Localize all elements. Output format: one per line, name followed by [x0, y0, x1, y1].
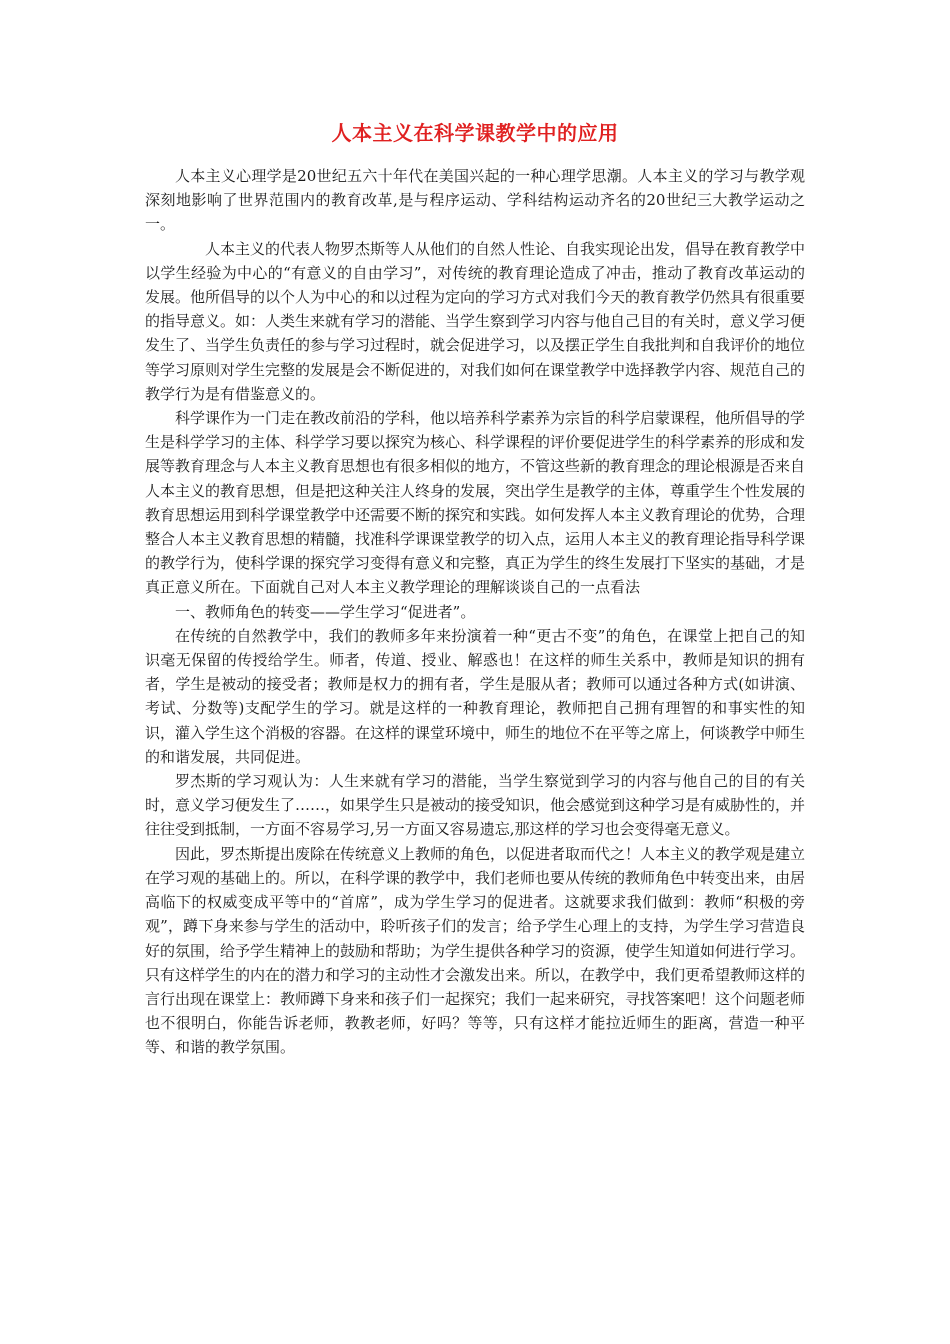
document-page: [145, 118, 805, 1060]
section-heading-teacher-role: 一、教师角色的转变——学生学习“促进者”。: [175, 602, 476, 621]
paragraph-facilitator: 因此，罗杰斯提出废除在传统意义上教师的角色，以促进者取而代之！人本主义的教学观是建立在学习观的基础上的。所以，在科学课的教学中，我们老师也要从传统的教师角色中转变出来，由居高临下的权威变成平等中的“首席”，成为学生学习的促进者。这就要求我们做到：教师“积极的旁观”，蹲下身来参与学生的活动中，聆听孩子们的发言；给予学生心理上的支持，为学生学习营造良好的氛围，给予学生精神上的鼓励和帮助；为学生提供各种学习的资源，使学生知道如何进行学习。只有这样学生的内在的潜力和学习的主动性才会激发出来。所以，在教学中，我们更希望教师这样的言行出现在课堂上：教师蹲下身来和孩子们一起探究；我们一起来研究，寻找答案吧！这个问题老师也不很明白，你能告诉老师，教教老师，好吗？等等，只有这样才能拉近师生的距离，营造一种平等、和谐的教学氛围。: [145, 844, 806, 1057]
paragraph-science-course: 科学课作为一门走在教改前沿的学科，他以培养科学素养为宗旨的科学启蒙课程，他所倡导的学生是科学学习的主体、科学学习要以探究为核心、科学课程的评价要促进学生的科学素养的形成和发展等教育理念与人本主义教育思想也有很多相似的地方，不管这些新的教育理念的理论根源是否来自人本主义的教育思想，但是把这种关注人终身的发展，突出学生是教学的主体，尊重学生个性发展的教育思想运用到科学课堂教学中还需要不断的探究和实践。如何发挥人本主义教育理论的优势，合理整合人本主义教育思想的精髓，找准科学课课堂教学的切入点，运用人本主义的教育理论指导科学课的教学行为，使科学课的探究学习变得有意义和完整，真正为学生的终生发展打下坚实的基础，才是真正意义所在。下面就自己对人本主义教学理论的理解谈谈自己的一点看法: [145, 409, 806, 597]
paragraph-rogers-theory: 人本主义的代表人物罗杰斯等人从他们的自然人性论、自我实现论出发，倡导在教育教学中以学生经验为中心的“有意义的自由学习”，对传统的教育理论造成了冲击，推动了教育改革运动的发展。他所倡导的以个人为中心的和以过程为定向的学习方式对我们今天的教育教学仍然具有很重要的指导意义。如：人类生来就有学习的潜能、当学生察到学习内容与他自己目的有关时，意义学习便发生了、当学生负责任的参与学习过程时，就会促进学习，以及摆正学生自我批判和自我评价的地位等学习原则对学生完整的发展是会不断促进的，对我们如何在课堂教学中选择教学内容、规范自己的教学行为是有借鉴意义的。: [145, 239, 806, 403]
paragraph-intro: 人本主义心理学是20世纪五六十年代在美国兴起的一种心理学思潮。人本主义的学习与教学观深刻地影响了世界范围内的教育改革,是与程序运动、学科结构运动齐名的20世纪三大教学运动之一。: [145, 167, 805, 234]
paragraph-traditional-teaching: 在传统的自然教学中，我们的教师多年来扮演着一种“更古不变”的角色，在课堂上把自己的知识毫无保留的传授给学生。师者，传道、授业、解惑也！在这样的师生关系中，教师是知识的拥有者，学生是被动的接受者；教师是权力的拥有者，学生是服从者；教师可以通过各种方式(如讲演、考试、分数等)支配学生的学习。就是这样的一种教育理论，教师把自己拥有理智的和事实性的知识，灌入学生这个消极的容器。在这样的课堂环境中，师生的地位不在平等之席上，何谈教学中师生的和谐发展，共同促进。: [145, 626, 806, 766]
document-title: 人本主义在科学课教学中的应用: [331, 121, 619, 145]
paragraph-rogers-learning-view: 罗杰斯的学习观认为：人生来就有学习的潜能，当学生察觉到学习的内容与他自己的目的有关时，意义学习便发生了……，如果学生只是被动的接受知识，他会感觉到这种学习是有威胁性的，并往往受到抵制，一方面不容易学习,另一方面又容易遗忘,那这样的学习也会变得毫无意义。: [145, 772, 806, 839]
